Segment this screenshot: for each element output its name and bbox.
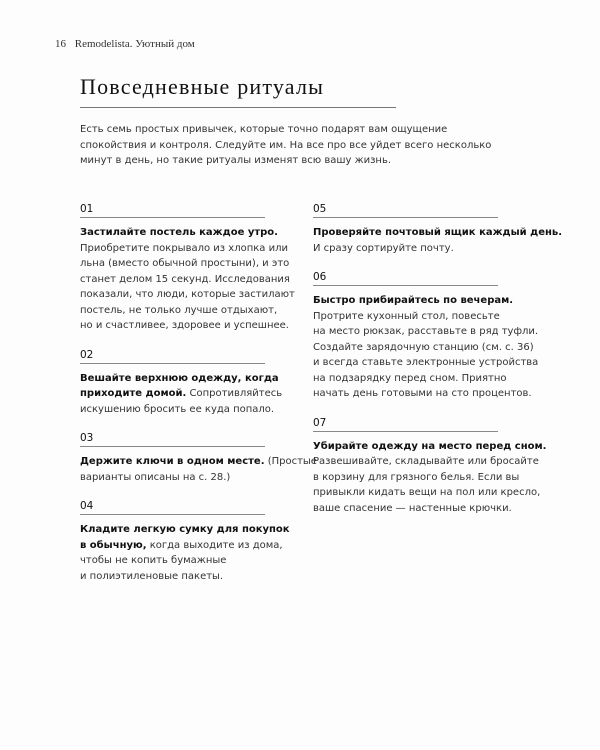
ritual-item [80, 432, 317, 485]
ritual-number: 05 [313, 203, 498, 218]
ritual-number: 07 [313, 417, 498, 432]
ritual-item [313, 271, 539, 402]
ritual-line [80, 386, 300, 402]
ritual-heading: приходите домой. [80, 388, 187, 399]
ritual-item [313, 416, 547, 517]
intro-line: спокойствия и контроля. Следуйте им. На все про все уйдет всего несколько [80, 139, 492, 151]
ritual-heading: Убирайте одежду на место перед сном. [313, 440, 547, 452]
ritual-line: ваше спасение — настенные крючки. [313, 502, 512, 514]
ritual-line [313, 293, 533, 309]
ritual-heading: в обычную, [80, 539, 147, 551]
ritual-heading: Вешайте верхнюю одежду, когда [80, 372, 279, 384]
rituals-column-left [80, 203, 317, 599]
ritual-line [313, 439, 547, 455]
ritual-heading: Кладите легкую сумку для покупок [80, 524, 290, 535]
ritual-line: Протрите кухонный стол, повесьте [313, 310, 500, 322]
ritual-line: варианты описаны на с. 28.) [80, 471, 231, 483]
intro-paragraph [80, 122, 492, 169]
ritual-text [80, 522, 300, 584]
ritual-line: и всегда ставьте электронные устройства [313, 357, 539, 368]
ritual-number: 03 [80, 432, 265, 447]
ritual-lead: когда выходите из дома, [146, 539, 283, 551]
ritual-item [80, 500, 300, 584]
ritual-line: Приобретите покрывало из хлопка или [80, 242, 288, 254]
ritual-heading: Проверяйте почтовый ящик каждый день. [313, 227, 563, 238]
ritual-text [313, 439, 547, 517]
title-underline [80, 107, 396, 108]
running-title: Remodelista. Уютный дом [74, 38, 195, 50]
ritual-heading: Быстро прибирайтесь по вечерам. [313, 295, 514, 306]
ritual-line [80, 225, 300, 241]
ritual-number: 04 [80, 500, 265, 515]
ritual-item [313, 203, 563, 256]
ritual-text [313, 225, 563, 256]
ritual-line: чтобы не копить бумажные [80, 555, 227, 566]
ritual-line: Развешивайте, складывайте или бросайте [313, 456, 539, 467]
ritual-number: 01 [80, 203, 265, 218]
page-title: Повседневные ритуалы [80, 74, 325, 99]
ritual-line: начать день готовыми на сто процентов. [313, 388, 532, 399]
ritual-line: показали, что люди, которые застилают [80, 289, 295, 300]
ritual-text [80, 371, 300, 418]
ritual-line: но и счастливее, здоровее и успешнее. [80, 320, 289, 331]
ritual-line: постель, не только лучше отдыхают, [80, 304, 278, 316]
ritual-line [80, 371, 300, 387]
ritual-number: 06 [313, 271, 498, 286]
ritual-line: Создайте зарядочную станцию (см. с. 36) [313, 341, 534, 353]
rituals-column-right [313, 203, 563, 531]
ritual-line: и полиэтиленовые пакеты. [80, 570, 224, 582]
intro-line: Есть семь простых привычек, которые точно подарят вам ощущение [80, 124, 448, 135]
ritual-line: привыкли кидать вещи на пол или кресло, [313, 487, 541, 498]
ritual-line [80, 522, 300, 538]
ritual-line: на подзарядку перед сном. Приятно [313, 372, 507, 384]
ritual-item [80, 203, 300, 334]
ritual-line: И сразу сортируйте почту. [313, 242, 454, 254]
ritual-line: льна (вместо обычной простыни), и это [80, 258, 290, 269]
ritual-lead: Сопротивляйтесь [186, 388, 283, 399]
ritual-line [313, 225, 563, 241]
ritual-item [80, 349, 300, 418]
ritual-text [313, 293, 539, 402]
ritual-number: 02 [80, 349, 265, 364]
ritual-line: в корзину для грязного белья. Если вы [313, 471, 520, 483]
ritual-heading: Застилайте постель каждое утро. [80, 227, 278, 238]
page-number: 16 [55, 38, 66, 50]
ritual-line: на место рюкзак, расставьте в ряд туфли. [313, 326, 539, 337]
ritual-text [80, 454, 317, 485]
running-head [55, 38, 195, 50]
ritual-lead: (Простые [264, 456, 317, 467]
ritual-heading: Держите ключи в одном месте. [80, 456, 265, 467]
intro-line: минут в день, но такие ритуалы изменят всю вашу жизнь. [80, 155, 392, 166]
ritual-text [80, 225, 300, 334]
ritual-line [80, 454, 317, 470]
ritual-line: станет делом 15 секунд. Исследования [80, 273, 290, 285]
ritual-line [80, 538, 300, 554]
ritual-line: искушению бросить ее куда попало. [80, 403, 275, 415]
